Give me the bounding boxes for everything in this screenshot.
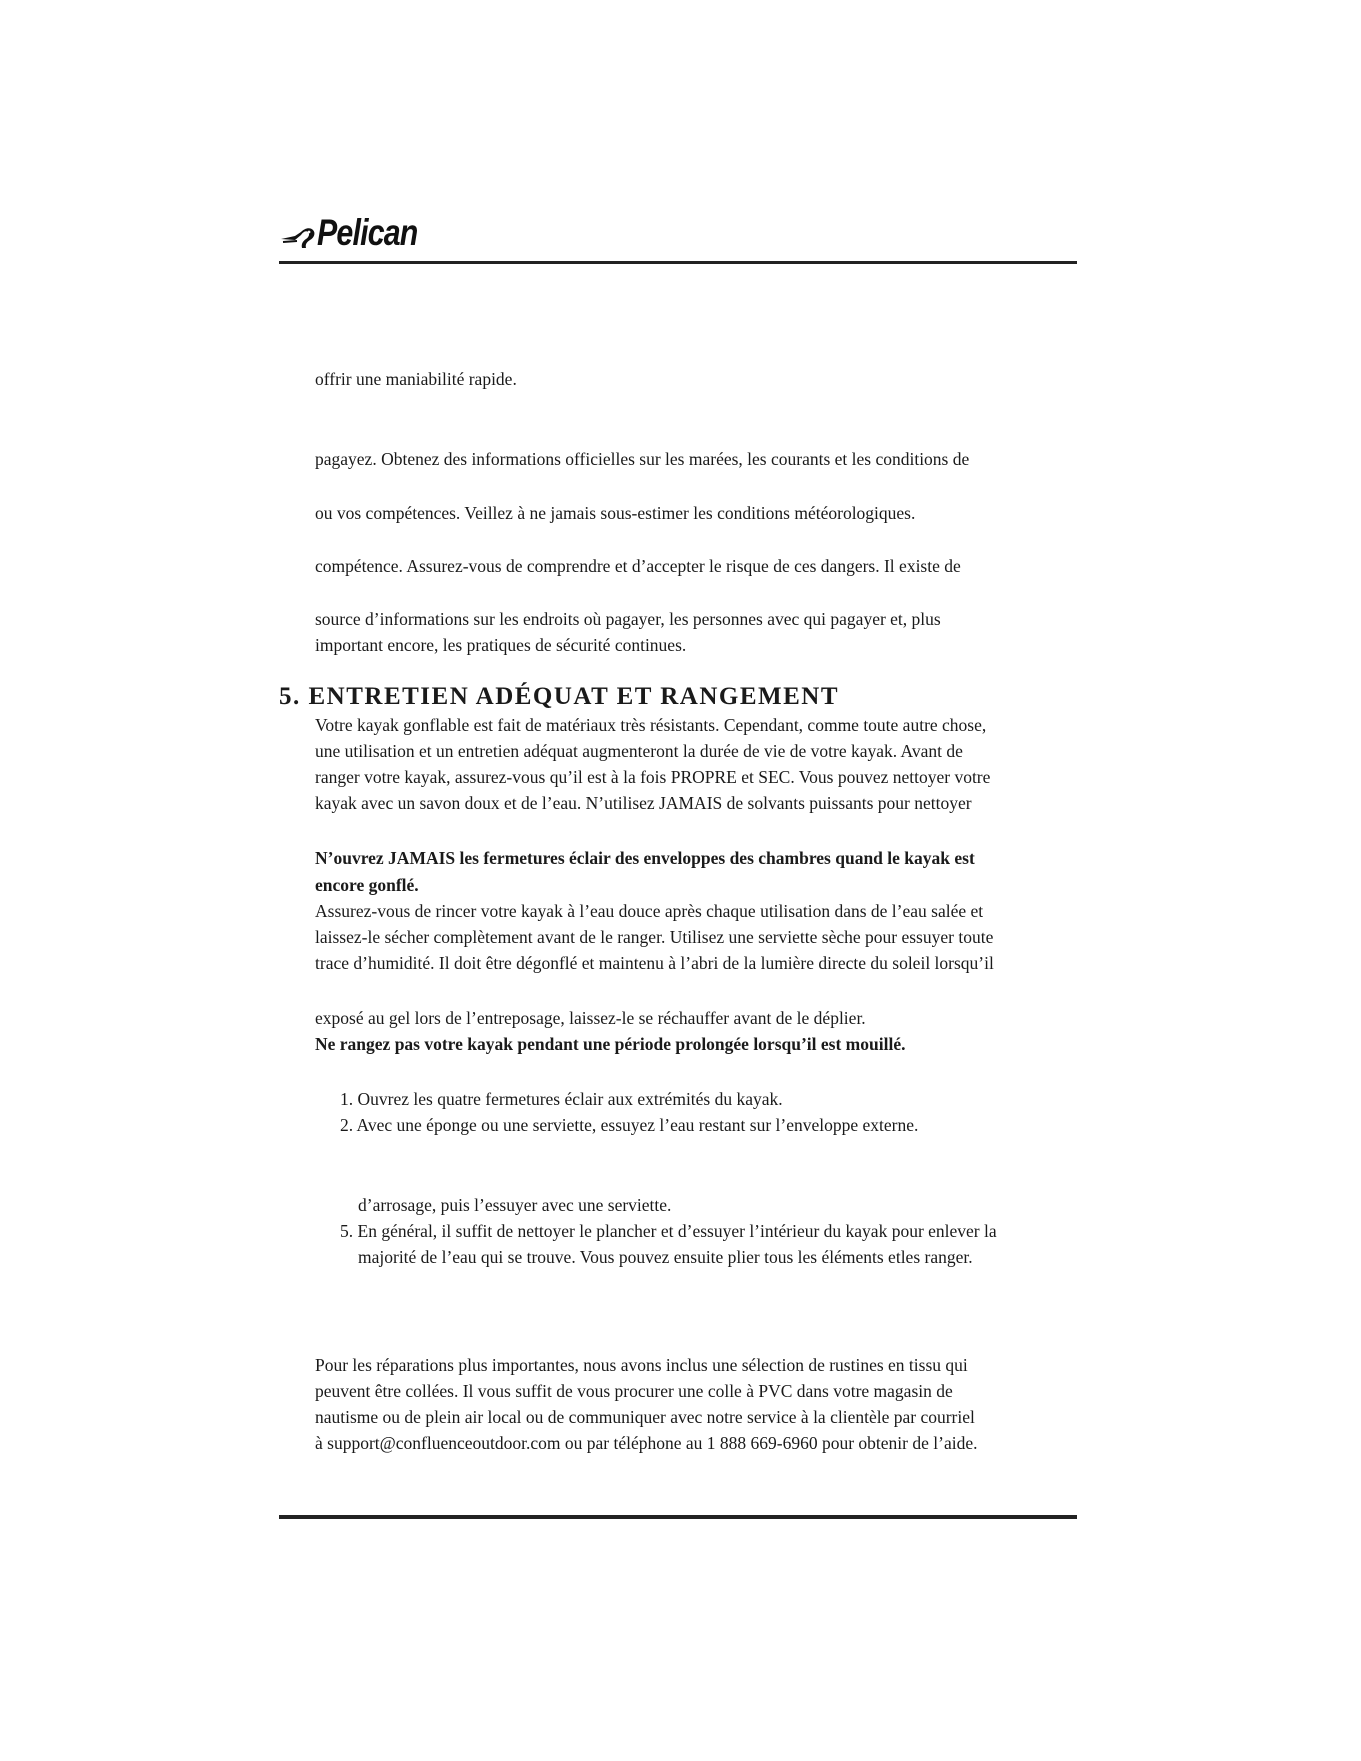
text-line: pagayez. Obtenez des informations officielles sur les marées, les courants et les conditions de — [315, 449, 970, 469]
header-rule — [279, 261, 1077, 264]
text-line: une utilisation et un entretien adéquat augmenteront la durée de vie de votre kayak. Avant de — [315, 741, 963, 761]
text-line: exposé au gel lors de l’entreposage, laissez-le se réchauffer avant de le déplier. — [315, 1008, 866, 1028]
warning-line: Ne rangez pas votre kayak pendant une période prolongée lorsqu’il est mouillé. — [315, 1034, 906, 1054]
text-line: à support@confluenceoutdoor.com ou par téléphone au 1 888 669-6960 pour obtenir de l’aide. — [315, 1433, 978, 1453]
warning-line: N’ouvrez JAMAIS les fermetures éclair des enveloppes des chambres quand le kayak est — [315, 848, 975, 868]
text-line: ranger votre kayak, assurez-vous qu’il est à la fois PROPRE et SEC. Vous pouvez nettoyer votre — [315, 767, 991, 787]
footer-rule — [279, 1515, 1077, 1519]
pelican-logo — [279, 212, 429, 258]
pelican-bird-icon — [279, 212, 319, 258]
section-heading: 5. ENTRETIEN ADÉQUAT ET RANGEMENT — [279, 683, 840, 710]
text-line: trace d’humidité. Il doit être dégonflé et maintenu à l’abri de la lumière directe du soleil lorsqu’il — [315, 953, 994, 973]
logo-wordmark: Pelican — [317, 212, 418, 253]
text-line: Votre kayak gonflable est fait de matériaux très résistants. Cependant, comme toute autre chose, — [315, 715, 987, 735]
text-line: offrir une maniabilité rapide. — [315, 369, 517, 389]
text-line: peuvent être collées. Il vous suffit de vous procurer une colle à PVC dans votre magasin de — [315, 1381, 953, 1401]
text-line: Assurez-vous de rincer votre kayak à l’eau douce après chaque utilisation dans de l’eau salée et — [315, 901, 984, 921]
list-item: 1. Ouvrez les quatre fermetures éclair aux extrémités du kayak. — [340, 1089, 783, 1109]
list-item: 2. Avec une éponge ou une serviette, essuyez l’eau restant sur l’enveloppe externe. — [340, 1115, 919, 1135]
warning-line: encore gonflé. — [315, 875, 419, 895]
text-line: Pour les réparations plus importantes, nous avons inclus une sélection de rustines en tissu qui — [315, 1355, 968, 1375]
list-item: 5. En général, il suffit de nettoyer le plancher et d’essuyer l’intérieur du kayak pour enlever la — [340, 1221, 997, 1241]
text-line: ou vos compétences. Veillez à ne jamais sous-estimer les conditions météorologiques. — [315, 503, 916, 523]
text-line: laissez-le sécher complètement avant de le ranger. Utilisez une serviette sèche pour essuyer toute — [315, 927, 994, 947]
text-line: compétence. Assurez-vous de comprendre et d’accepter le risque de ces dangers. Il existe de — [315, 556, 961, 576]
text-line: important encore, les pratiques de sécurité continues. — [315, 635, 687, 655]
list-item-continuation: majorité de l’eau qui se trouve. Vous pouvez ensuite plier tous les éléments etles ranger. — [358, 1247, 973, 1267]
list-item-continuation: d’arrosage, puis l’essuyer avec une serviette. — [358, 1195, 672, 1215]
text-line: kayak avec un savon doux et de l’eau. N’utilisez JAMAIS de solvants puissants pour nettoyer — [315, 793, 972, 813]
text-line: source d’informations sur les endroits où pagayer, les personnes avec qui pagayer et, plus — [315, 609, 941, 629]
text-line: nautisme ou de plein air local ou de communiquer avec notre service à la clientèle par courriel — [315, 1407, 975, 1427]
